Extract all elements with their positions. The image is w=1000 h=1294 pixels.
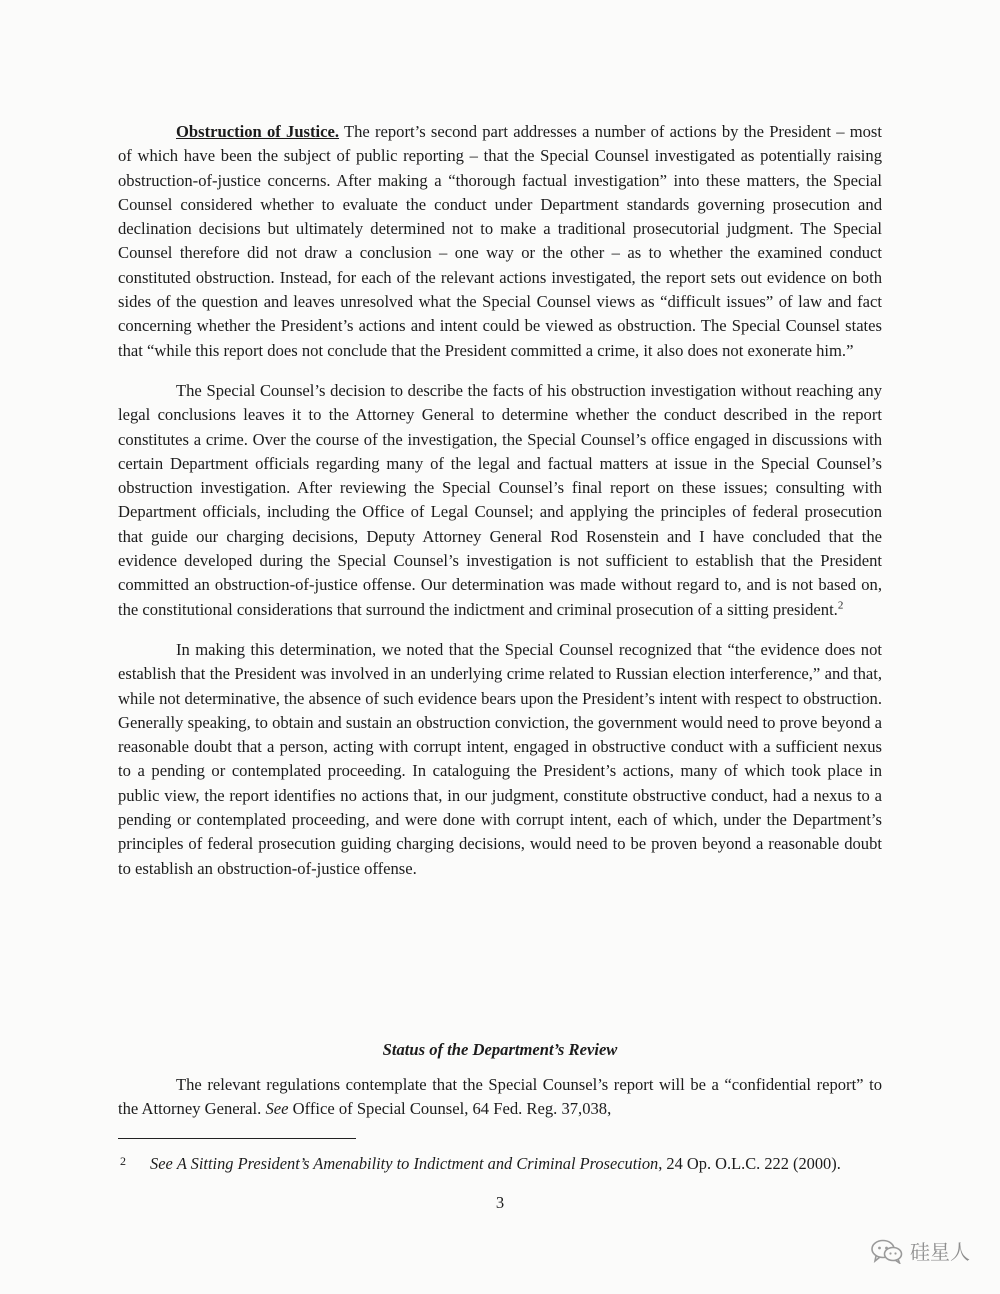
footnote-marker: 2 — [120, 1154, 126, 1168]
footnote-text — [118, 1152, 882, 1176]
footnote-divider — [118, 1138, 356, 1139]
paragraph-text: In making this determination, we noted that the Special Counsel recognized that “the evidence does not establish that the President was involved in an underlying crime related to Russian election interference,” and that, while not determinative, the absence of such evidence bears upon the President’s intent with respect to obstruction. Generally speaking, to obtain and sustain an obstruction conviction, the government would need to prove beyond a reasonable doubt that a person, acting with corrupt intent, engaged in obstructive conduct with a sufficient nexus to a pending or contemplated proceeding. In cataloguing the President’s actions, many of which took place in public view, the report identifies no actions that, in our judgment, constitute obstructive conduct, had a nexus to a pending or contemplated proceeding, and were done with corrupt intent, each of which, under the Department’s principles of federal prosecution guiding charging decisions, would need to be proven beyond a reasonable doubt to establish an obstruction-of-justice offense. — [118, 639, 882, 878]
footnote-case-title: A Sitting President’s Amenability to Indictment and Criminal Prosecution — [176, 1154, 659, 1173]
paragraph-text: The report’s second part addresses a number of actions by the President – most of which have been the subject of public reporting – that the Special Counsel investigated as potentially raising obstruction-of-justice concerns. After making a “thorough factual investigation” into these matters, the Special Counsel considered whether to evaluate the conduct under Department standards governing prosecution and declination decisions but ultimately determined not to make a traditional prosecutorial judgment. The Special Counsel therefore did not draw a conclusion – one way or the other – as to whether the examined conduct constituted obstruction. Instead, for each of the relevant actions investigated, the report sets out evidence on both sides of the question and leaves unresolved what the Special Counsel views as “difficult issues” of law and fact concerning whether the President’s actions and intent could be viewed as obstruction. The Special Counsel states that “while this report does not conclude that the President committed a crime, it also does not exonerate him.” — [118, 122, 882, 360]
section-heading: Status of the Department’s Review — [382, 1040, 618, 1059]
paragraph-special-counsel-decision — [118, 379, 882, 622]
footnote-citation: , 24 Op. O.L.C. 222 (2000). — [658, 1154, 841, 1173]
paragraph-text-before: The relevant regulations contemplate that the Special Counsel’s report will be a “confidential report” to the Attorney General. — [118, 1075, 882, 1119]
footnote — [118, 1152, 882, 1176]
footnote-signal: See — [150, 1154, 173, 1173]
paragraph-status-review — [118, 1073, 882, 1122]
watermark-text: 硅星人 — [910, 1240, 970, 1264]
watermark — [870, 1236, 970, 1265]
wechat-icon — [870, 1238, 904, 1264]
document-body — [118, 120, 882, 881]
paragraph-text-after: Office of Special Counsel, 64 Fed. Reg. 37,038, — [288, 1099, 612, 1119]
citation-signal: See — [265, 1099, 289, 1119]
footnote-reference: 2 — [837, 599, 844, 612]
paragraph-obstruction-of-justice — [118, 120, 882, 363]
page-number: 3 — [495, 1193, 505, 1212]
paragraph-heading: Obstruction of Justice. — [176, 122, 340, 141]
paragraph-determination — [118, 638, 882, 881]
paragraph-text: The Special Counsel’s decision to describe the facts of his obstruction investigation without reaching any legal conclusions leaves it to the Attorney General to determine whether the conduct described in the report constitutes a crime. Over the course of the investigation, the Special Counsel’s office engaged in discussions with certain Department officials regarding many of the legal and factual matters at issue in the Special Counsel’s obstruction investigation. After reviewing the Special Counsel’s final report on these issues; consulting with Department officials, including the Office of Legal Counsel; and applying the principles of federal prosecution that guide our charging decisions, Deputy Attorney General Rod Rosenstein and I have concluded that the evidence developed during the Special Counsel’s investigation is not sufficient to establish that the President committed an obstruction-of-justice offense. Our determination was made without regard to, and is not based on, the constitutional considerations that surround the indictment and criminal prosecution of a sitting president. — [118, 380, 882, 619]
